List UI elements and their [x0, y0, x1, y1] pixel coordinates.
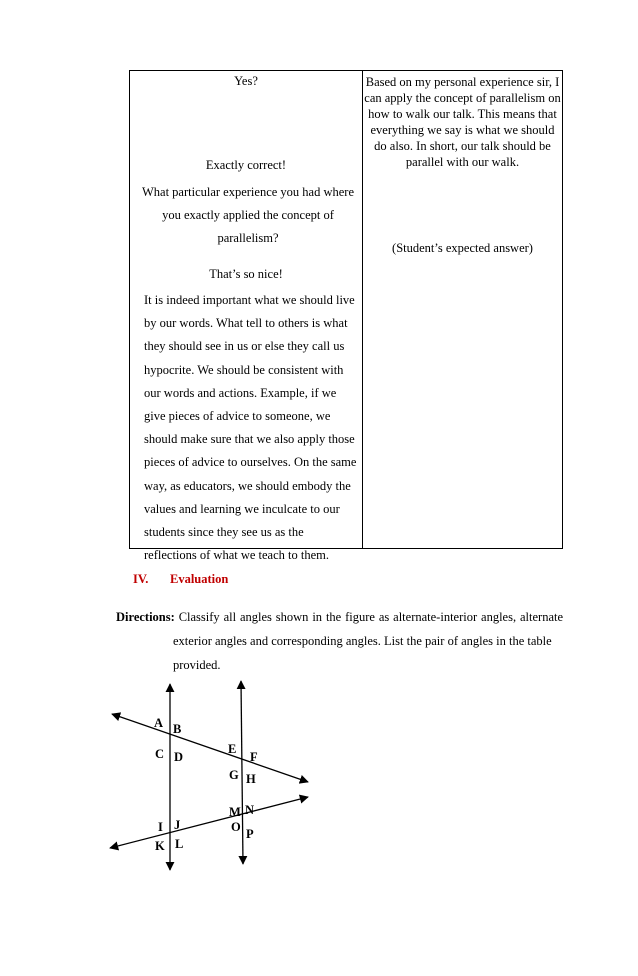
angle-label-n: N — [245, 803, 255, 817]
lower-transversal-line — [110, 797, 308, 848]
dialog-table — [129, 70, 563, 563]
right-vertical-line — [241, 681, 243, 864]
parallel-lines-figure — [100, 676, 330, 876]
student-answer-text: Based on my personal experience sir, I can apply the concept of parallelism on how to walk our talk. This means that everything we say is what we should do also. In short, our talk should be parallel with our walk. — [364, 75, 561, 169]
angle-label-d: D — [174, 750, 184, 764]
section-number: IV. — [133, 572, 149, 586]
directions-line-2: exterior angles and corresponding angles. List the pair of angles in the table — [173, 634, 552, 648]
angle-label-h: H — [246, 772, 256, 786]
angle-label-j: J — [174, 818, 181, 832]
angle-label-c: C — [155, 747, 165, 761]
angle-label-a: A — [154, 716, 164, 730]
teacher-explanation-text: It is indeed important what we should live by our words. What tell to others is what they should see in us or else they call us hypocrite. We should be consistent with our words and actions. Example, if we give pieces of advice to someone, we should make sure that we also apply those pieces of advice to ourselves. On the same way, as educators, we should embody the values and learning we inculcate to our students since they see us as the reflections of what we teach to them. — [144, 293, 357, 563]
angle-label-i: I — [158, 820, 163, 834]
teacher-yes-text: Yes? — [234, 74, 258, 88]
teacher-correct-text: Exactly correct! — [205, 158, 287, 172]
section-heading — [133, 572, 228, 587]
teacher-nice-text: That’s so nice! — [209, 267, 283, 281]
angle-label-l: L — [175, 837, 184, 851]
directions-text-1: Classify all angles shown in the figure as alternate-interior angles, alternate — [178, 610, 564, 624]
upper-transversal-line — [112, 714, 308, 782]
teacher-cell — [130, 71, 363, 563]
teacher-question-text: What particular experience you had where you exactly applied the concept of parallelism? — [141, 185, 355, 245]
figure-drawing — [100, 676, 330, 876]
directions-line-1 — [116, 605, 563, 629]
directions-label: Directions: — [116, 610, 175, 624]
directions-paragraph — [116, 605, 563, 677]
table-row — [130, 71, 563, 549]
angle-label-m: M — [229, 805, 241, 819]
angle-label-k: K — [155, 839, 165, 853]
section-title: Evaluation — [170, 572, 229, 586]
angle-label-e: E — [228, 742, 237, 756]
student-expected-label: (Student’s expected answer) — [392, 241, 533, 255]
angle-label-p: P — [246, 827, 254, 841]
student-cell — [363, 71, 563, 549]
angle-label-o: O — [231, 820, 241, 834]
angle-label-g: G — [229, 768, 239, 782]
angle-label-f: F — [250, 750, 258, 764]
directions-line-3: provided. — [173, 658, 221, 672]
angle-label-b: B — [173, 722, 182, 736]
